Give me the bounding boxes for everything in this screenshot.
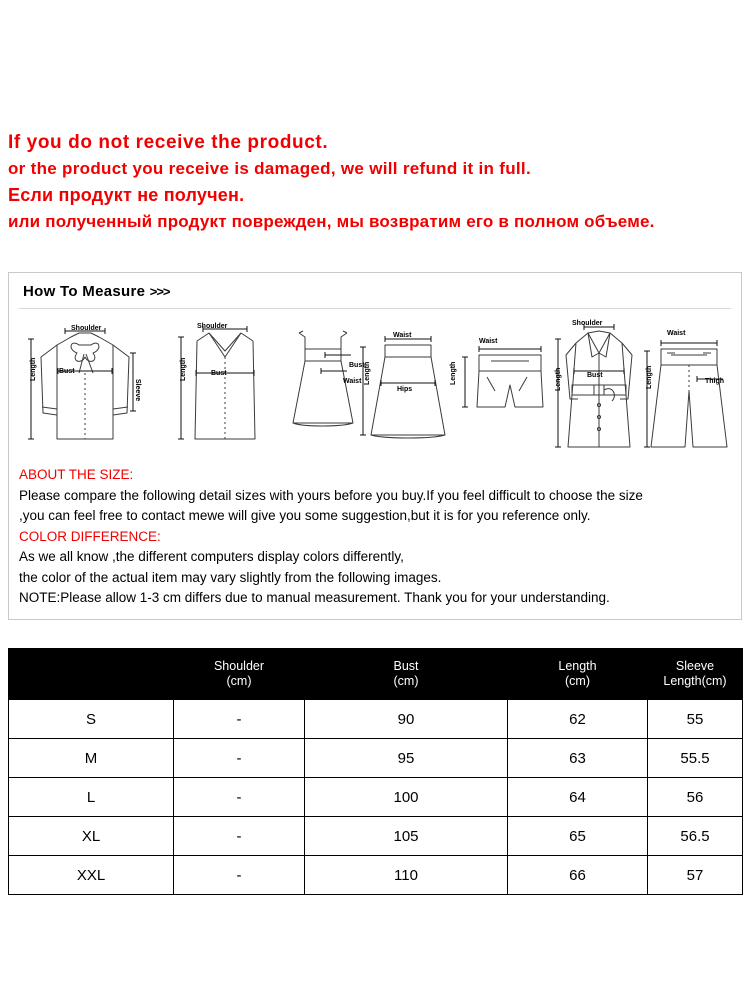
header-shoulder-line1: Shoulder <box>213 659 265 673</box>
label-bust: Bust <box>211 370 227 377</box>
refund-line-4: или полученный продукт поврежден, мы возвратим его в полном объеме. <box>8 212 655 231</box>
label-waist: Waist <box>667 330 686 337</box>
table-row <box>9 856 743 895</box>
row-1-bust: 95 <box>305 739 508 778</box>
table-row <box>9 700 743 739</box>
table-header-bust <box>305 649 508 700</box>
row-4-size: XXL <box>9 856 174 895</box>
label-waist: Waist <box>393 332 412 339</box>
measurement-note: NOTE:Please allow 1-3 cm differs due to manual measurement. Thank you for your understanding. <box>19 590 610 605</box>
label-shoulder: Shoulder <box>71 325 102 332</box>
about-size-block <box>9 461 741 619</box>
row-2-length: 64 <box>508 778 648 817</box>
refund-line-1: If you do not receive the product. <box>8 132 329 153</box>
chevron-right-icon: >>> <box>149 284 170 299</box>
header-length-line1: Length <box>558 659 597 673</box>
row-3-length: 65 <box>508 817 648 856</box>
label-length: Length <box>30 357 37 381</box>
label-shoulder: Shoulder <box>197 323 228 330</box>
header-sleeve-line2: Length(cm) <box>663 674 727 688</box>
row-0-size: S <box>9 700 174 739</box>
color-difference-heading: COLOR DIFFERENCE <box>19 528 158 544</box>
row-3-bust: 105 <box>305 817 508 856</box>
label-bust: Bust <box>587 372 603 379</box>
label-shoulder: Shoulder <box>572 320 603 327</box>
header-length-line2: (cm) <box>565 674 590 688</box>
label-waist: Waist <box>343 378 362 385</box>
row-4-length: 66 <box>508 856 648 895</box>
row-3-sleeve: 56.5 <box>648 817 743 856</box>
refund-line-2: or the product you receive is damaged, we will refund it in full. <box>8 159 531 178</box>
row-1-shoulder: - <box>174 739 305 778</box>
label-length: Length <box>555 367 562 391</box>
color-difference-colon: : <box>157 528 161 544</box>
row-3-shoulder: - <box>174 817 305 856</box>
row-2-bust: 100 <box>305 778 508 817</box>
table-row <box>9 817 743 856</box>
about-size-colon: : <box>129 467 134 482</box>
measurement-diagrams-svg <box>9 309 741 461</box>
row-3-size: XL <box>9 817 174 856</box>
about-size-body-2: ,you can feel free to contact mewe will give you some suggestion,but it is for you reference only. <box>19 508 591 523</box>
row-4-bust: 110 <box>305 856 508 895</box>
refund-notice <box>0 130 750 235</box>
header-shoulder-line2: (cm) <box>226 674 252 688</box>
row-0-length: 62 <box>508 700 648 739</box>
label-bust: Bust <box>349 362 365 369</box>
size-chart-table <box>8 648 743 895</box>
row-2-sleeve: 56 <box>648 778 743 817</box>
color-difference-heading-row <box>19 527 731 548</box>
label-waist: Waist <box>479 338 498 345</box>
row-1-length: 63 <box>508 739 648 778</box>
how-to-measure-title-text: How To Measure <box>23 283 146 300</box>
row-2-shoulder: - <box>174 778 305 817</box>
label-thigh: Thigh <box>705 378 725 385</box>
header-sleeve-line1: Sleeve <box>675 659 715 673</box>
label-bust: Bust <box>59 368 75 375</box>
label-length: Length <box>450 361 457 385</box>
label-hips: Hips <box>397 386 413 393</box>
label-length: Length <box>364 361 371 385</box>
label-length: Length <box>646 365 653 389</box>
table-row <box>9 739 743 778</box>
about-size-heading-row <box>19 465 731 486</box>
refund-line-3: Если продукт не получен. <box>8 185 245 205</box>
table-header-row <box>9 649 743 700</box>
about-size-heading: ABOUT THE SIZE <box>19 467 130 482</box>
header-bust-line2: (cm) <box>393 674 419 688</box>
table-header-shoulder <box>174 649 305 700</box>
row-1-sleeve: 55.5 <box>648 739 743 778</box>
row-2-size: L <box>9 778 174 817</box>
how-to-measure-panel <box>8 272 742 620</box>
row-0-bust: 90 <box>305 700 508 739</box>
row-4-shoulder: - <box>174 856 305 895</box>
measure-figures <box>9 309 741 461</box>
table-header-corner <box>9 649 174 700</box>
table-header-sleeve <box>648 649 743 700</box>
size-chart-wrapper <box>8 648 742 895</box>
about-size-body-1: Please compare the following detail sizes with yours before you buy.If you feel difficult to choose the size <box>19 487 643 503</box>
color-difference-body-2: the color of the actual item may vary slightly from the following images. <box>19 569 442 585</box>
how-to-measure-title <box>9 273 741 306</box>
color-difference-body-1: As we all know ,the different computers display colors differently, <box>19 549 404 564</box>
row-4-sleeve: 57 <box>648 856 743 895</box>
label-sleeve: Sleeve <box>134 379 141 402</box>
label-length: Length <box>180 357 187 381</box>
table-row <box>9 778 743 817</box>
table-header-length <box>508 649 648 700</box>
row-0-shoulder: - <box>174 700 305 739</box>
header-bust-line1: Bust <box>393 659 419 673</box>
row-0-sleeve: 55 <box>648 700 743 739</box>
row-1-size: M <box>9 739 174 778</box>
